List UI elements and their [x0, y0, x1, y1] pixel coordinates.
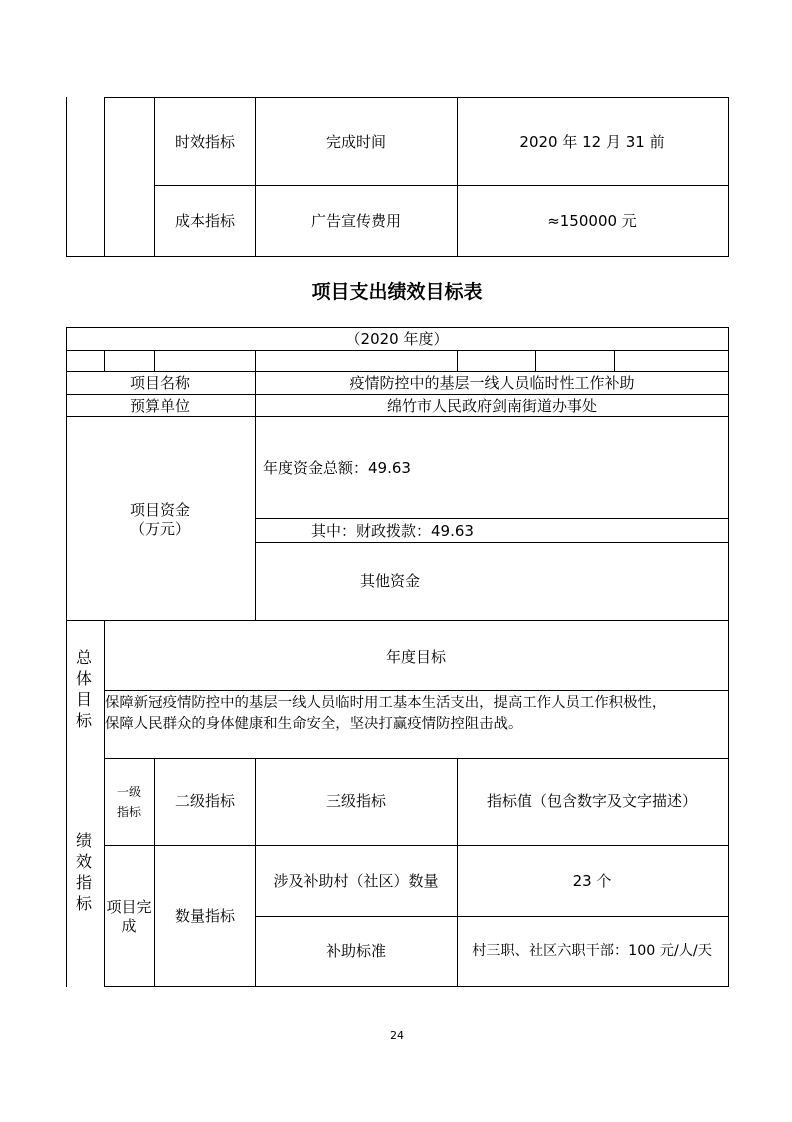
page-number: 24: [390, 1029, 404, 1042]
header-value: 指标值（包含数字及文字描述）: [486, 792, 698, 810]
row2-value: 村三职、社区六职干部：100 元/人/天: [472, 943, 712, 959]
year-label: （2020 年度）: [345, 330, 449, 348]
header-level2: 二级指标: [174, 792, 236, 810]
overall-goal-side-label: 总 体 目 标: [75, 648, 92, 730]
project-name-value: 疫情防控中的基层一线人员临时性工作补助: [349, 374, 635, 392]
funds-total: 年度资金总额：49.63: [263, 459, 411, 477]
funds-other: 其他资金: [360, 572, 421, 590]
project-name-label: 项目名称: [129, 374, 191, 392]
row2-item: 补助标准: [325, 942, 387, 960]
top-row1-value: 2020 年 12 月 31 前: [519, 133, 665, 151]
top-row2-item: 广告宣传费用: [310, 212, 402, 230]
funds-fiscal: 其中：财政拨款：49.63: [311, 522, 474, 540]
level2-group: 数量指标: [174, 907, 236, 925]
page-title: 项目支出绩效目标表: [311, 281, 483, 303]
header-level1-line2: 指标: [116, 805, 142, 819]
annual-goal-text-line2: 保障人民群众的身体健康和生命安全，坚决打赢疫情防控阻击战。: [105, 716, 523, 732]
funds-label-line2: （万元）: [129, 520, 191, 538]
header-level3: 三级指标: [325, 792, 387, 810]
row1-value: 23 个: [572, 872, 612, 890]
top-row2-indicator: 成本指标: [174, 212, 236, 230]
level1-group-line1: 项目完: [106, 898, 152, 916]
header-level1-line1: 一级: [116, 785, 142, 799]
top-row1-item: 完成时间: [325, 133, 387, 151]
performance-side-label: 绩 效 指 标: [75, 831, 92, 913]
budget-unit-value: 绵竹市人民政府剑南街道办事处: [386, 397, 598, 415]
top-row2-value: ≈150000 元: [547, 212, 637, 230]
annual-goal-text-line1: 保障新冠疫情防控中的基层一线人员临时用工基本生活支出，提高工作人员工作积极性，: [105, 695, 667, 711]
annual-goal-header: 年度目标: [385, 648, 447, 666]
top-row1-indicator: 时效指标: [174, 133, 236, 151]
budget-unit-label: 预算单位: [129, 397, 191, 415]
funds-label-line1: 项目资金: [129, 501, 191, 519]
row1-item: 涉及补助村（社区）数量: [273, 872, 439, 890]
level1-group-line2: 成: [121, 917, 137, 935]
